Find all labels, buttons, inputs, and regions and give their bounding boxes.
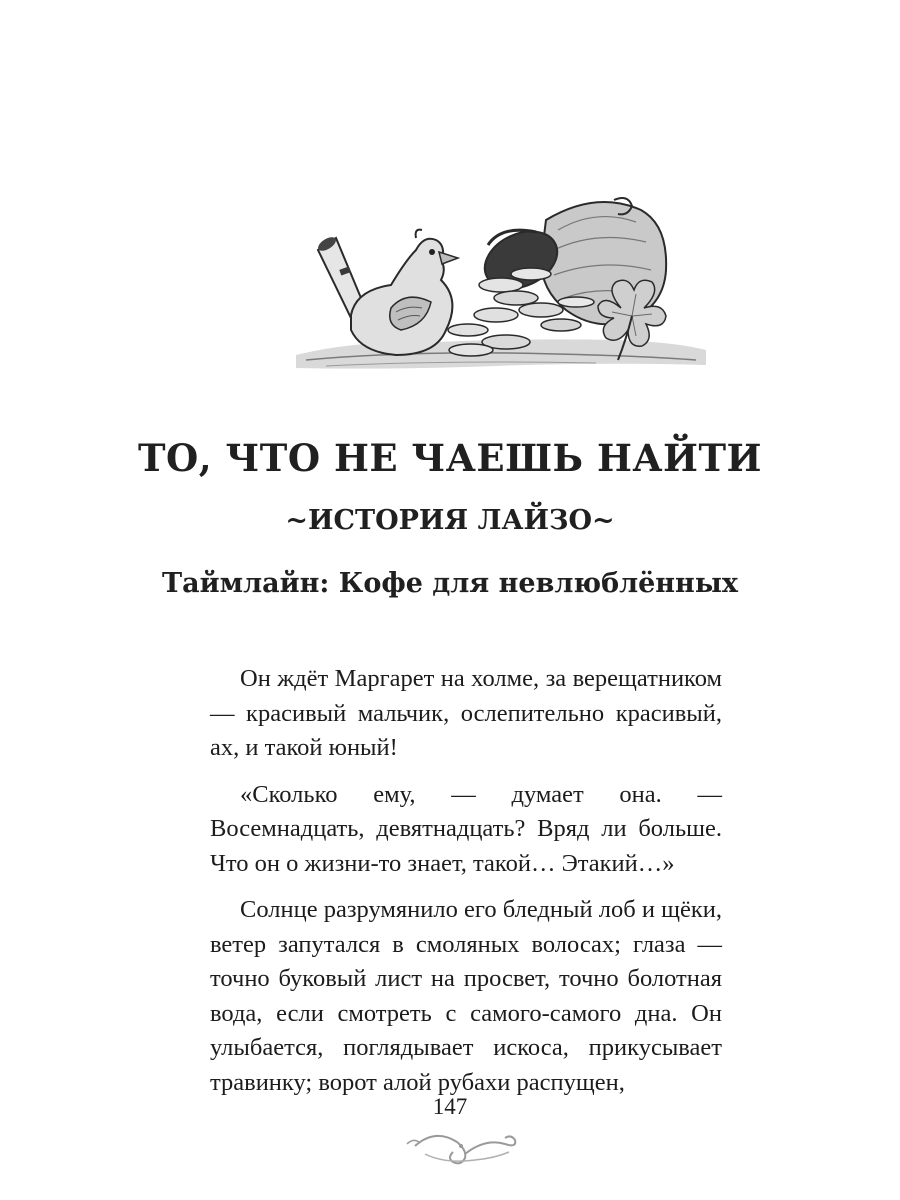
paragraph: Солнце разрумянило его бледный лоб и щёки, ветер запутался в смоляных волосах; глаза — точно буковый лист на просвет, точно болотная вода, если смотреть с самого-самого дна. Он улыбается, поглядывает искоса, прикусывает травинку; ворот алой рубахи распущен, [210, 896, 722, 1096]
chapter-title: ТО, ЧТО НЕ ЧАЕШЬ НАЙТИ [138, 436, 762, 480]
chapter-illustration [296, 190, 706, 390]
paragraph: Он ждёт Маргарет на холме, за верещатником — красивый мальчик, ослепительно красивый, ах, и такой юный! [210, 665, 722, 761]
body-text [210, 662, 722, 1112]
flourish-ornament-icon [405, 1124, 525, 1170]
bird-whistle-icon [316, 230, 458, 355]
page-number: 147 [432, 1094, 468, 1119]
paragraph: «Сколько ему, — думает она. — Восемнадцать, девятнадцать? Вряд ли больше. Что он о жизни-то знает, такой… Этакий…» [210, 780, 722, 877]
chapter-subtitle: ~ИСТОРИЯ ЛАЙЗО~ [285, 505, 615, 536]
section-title: Таймлайн: Кофе для невлюблённых [162, 568, 738, 599]
